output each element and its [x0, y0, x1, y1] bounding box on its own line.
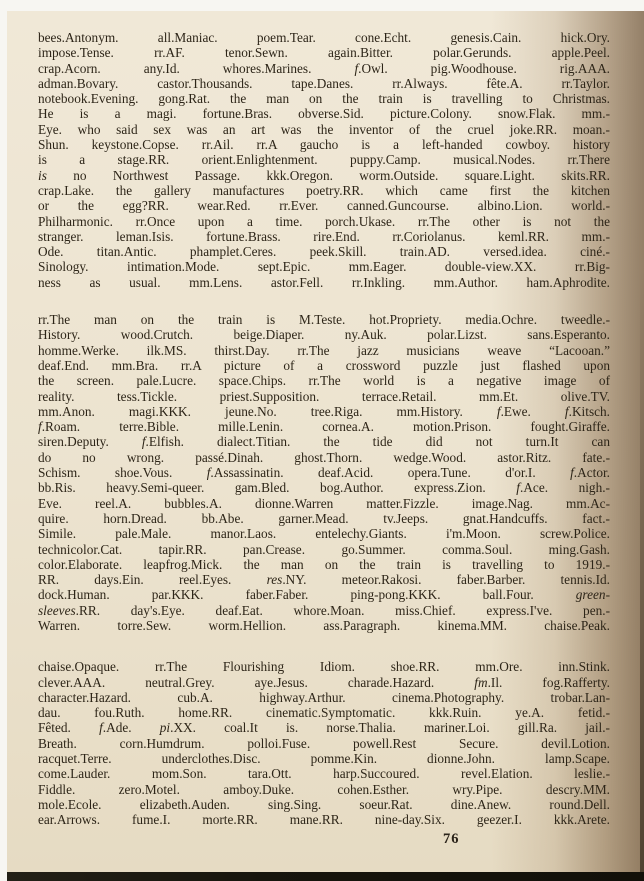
- text-line: reality. tess.Tickle. priest.Supposition. terrace.Retail. mm.Et. olive.TV.: [38, 388, 610, 404]
- text-line: bees.Antonym. all.Maniac. poem.Tear. cone.Echt. genesis.Cain. hick.Ory.: [38, 30, 610, 45]
- text-line: Philharmonic. rr.Once upon a time. porch.Ukase. rr.The other is not the: [38, 213, 610, 229]
- text-line: bb.Ris. heavy.Semi-queer. gam.Bled. bog.Author. express.Zion. f.Ace. nigh.-: [38, 480, 610, 496]
- text-line: Eye. who said sex was an art was the inventor of the cruel joke.RR. moan.-: [38, 121, 610, 137]
- text-line: adman.Bovary. castor.Thousands. tape.Danes. rr.Always. fête.A. rr.Taylor.: [38, 75, 610, 91]
- text-line: chaise.Opaque. rr.The Flourishing Idiom. shoe.RR. mm.Ore. inn.Stink.: [38, 659, 610, 675]
- scan-bottom-edge: [7, 872, 644, 881]
- text-line: impose.Tense. rr.AF. tenor.Sewn. again.Bitter. polar.Gerunds. apple.Peel.: [38, 45, 610, 61]
- text-line: deaf.End. mm.Bra. rr.A picture of a crossword puzzle just flashed upon: [38, 357, 610, 373]
- text-line: Shun. keystone.Copse. rr.Ail. rr.A gaucho is a left-handed cowboy. history: [38, 137, 610, 153]
- text-line: stranger. leman.Isis. fortune.Brass. rire.End. rr.Coriolanus. keml.RR. mm.-: [38, 228, 610, 244]
- text-line: dock.Human. par.KKK. faber.Faber. ping-pong.KKK. ball.Four. green-: [38, 587, 610, 603]
- text-line: homme.Werke. ilk.MS. thirst.Day. rr.The jazz musicians weave “Lacooan.”: [38, 342, 610, 358]
- paragraph: [38, 30, 610, 290]
- paragraph: [38, 312, 610, 633]
- text-line: History. wood.Crutch. beige.Diaper. ny.Auk. polar.Lizst. sans.Esperanto.: [38, 327, 610, 343]
- text-line: dau. fou.Ruth. home.RR. cinematic.Symptomatic. kkk.Ruin. ye.A. fetid.-: [38, 705, 610, 721]
- text-line: technicolor.Cat. tapir.RR. pan.Crease. go.Summer. comma.Soul. ming.Gash.: [38, 541, 610, 557]
- text-line: He is a magi. fortune.Bras. obverse.Sid. picture.Colony. snow.Flak. mm.-: [38, 106, 610, 122]
- text-line: Warren. torre.Sew. worm.Hellion. ass.Paragraph. kinema.MM. chaise.Peak.: [38, 617, 610, 633]
- text-line: mm.Anon. magi.KKK. jeune.No. tree.Riga. mm.History. f.Ewe. f.Kitsch.: [38, 403, 610, 419]
- text-line: crap.Acorn. any.Id. whores.Marines. f.Owl. pig.Woodhouse. rig.AAA.: [38, 60, 610, 76]
- text-line: is a stage.RR. orient.Enlightenment. puppy.Camp. musical.Nodes. rr.There: [38, 152, 610, 168]
- text-line: Fiddle. zero.Motel. amboy.Duke. cohen.Esther. wry.Pipe. descry.MM.: [38, 781, 610, 797]
- text-line: is no Northwest Passage. kkk.Oregon. worm.Outside. square.Light. skits.RR.: [38, 167, 610, 183]
- text-line: RR. days.Ein. reel.Eyes. res.NY. meteor.Rakosi. faber.Barber. tennis.Id.: [38, 572, 610, 588]
- text-line: f.Roam. terre.Bible. mille.Lenin. cornea.A. motion.Prison. fought.Giraffe.: [38, 419, 610, 435]
- text-line: siren.Deputy. f.Elfish. dialect.Titian. the tide did not turn.It can: [38, 434, 610, 450]
- text-line: Sinology. intimation.Mode. sept.Epic. mm.Eager. double-view.XX. rr.Big-: [38, 259, 610, 275]
- text-line: character.Hazard. cub.A. highway.Arthur. cinema.Photography. trobar.Lan-: [38, 689, 610, 705]
- text-line: color.Elaborate. leapfrog.Mick. the man on the train is travelling to 1919.-: [38, 556, 610, 572]
- text-line: come.Lauder. mom.Son. tara.Ott. harp.Succoured. revel.Elation. leslie.-: [38, 766, 610, 782]
- text-line: notebook.Evening. gong.Rat. the man on the train is travelling to Christmas.: [38, 91, 610, 107]
- text-line: racquet.Terre. underclothes.Disc. pomme.Kin. dionne.John. lamp.Scape.: [38, 751, 610, 767]
- text-line: ear.Arrows. fume.I. morte.RR. mane.RR. nine-day.Six. geezer.I. kkk.Arete.: [38, 812, 610, 828]
- text-line: or the egg?RR. wear.Red. rr.Ever. canned.Guncourse. albino.Lion. world.-: [38, 198, 610, 214]
- text-line: rr.The man on the train is M.Teste. hot.Propriety. media.Ochre. tweedle.-: [38, 312, 610, 328]
- text-line: clever.AAA. neutral.Grey. aye.Jesus. charade.Hazard. fm.Il. fog.Rafferty.: [38, 674, 610, 690]
- text-line: Eve. reel.A. bubbles.A. dionne.Warren matter.Fizzle. image.Nag. mm.Ac-: [38, 495, 610, 511]
- text-line: quire. horn.Dread. bb.Abe. garner.Mead. tv.Jeeps. gnat.Handcuffs. fact.-: [38, 510, 610, 526]
- book-page: [7, 11, 644, 872]
- text-line: Ode. titan.Antic. phamplet.Ceres. peek.Skill. train.AD. versed.idea. ciné.-: [38, 244, 610, 260]
- text-line: Fêted. f.Ade. pi.XX. coal.It is. norse.Thalia. mariner.Loi. gill.Ra. jail.-: [38, 720, 610, 736]
- text-line: ness as usual. mm.Lens. astor.Fell. rr.Inkling. mm.Author. ham.Aphrodite.: [38, 274, 610, 290]
- text-line: the screen. pale.Lucre. space.Chips. rr.The world is a negative image of: [38, 373, 610, 389]
- text-line: sleeves.RR. day's.Eye. deaf.Eat. whore.Moan. miss.Chief. express.I've. pen.-: [38, 602, 610, 618]
- page-number: 76: [443, 831, 460, 847]
- text-line: Schism. shoe.Vous. f.Assassinatin. deaf.Acid. opera.Tune. d'or.I. f.Actor.: [38, 465, 610, 481]
- text-line: crap.Lake. the gallery manufactures poetry.RR. which came first the kitchen: [38, 182, 610, 198]
- paragraph: [38, 659, 610, 827]
- text-line: do no wrong. passé.Dinah. ghost.Thorn. wedge.Wood. astor.Ritz. fate.-: [38, 449, 610, 465]
- text-block: [38, 30, 610, 828]
- text-line: Simile. pale.Male. manor.Laos. entelechy.Giants. i'm.Moon. screw.Police.: [38, 526, 610, 542]
- text-line: Breath. corn.Humdrum. polloi.Fuse. powell.Rest Secure. devil.Lotion.: [38, 735, 610, 751]
- text-line: mole.Ecole. elizabeth.Auden. sing.Sing. soeur.Rat. dine.Anew. round.Dell.: [38, 796, 610, 812]
